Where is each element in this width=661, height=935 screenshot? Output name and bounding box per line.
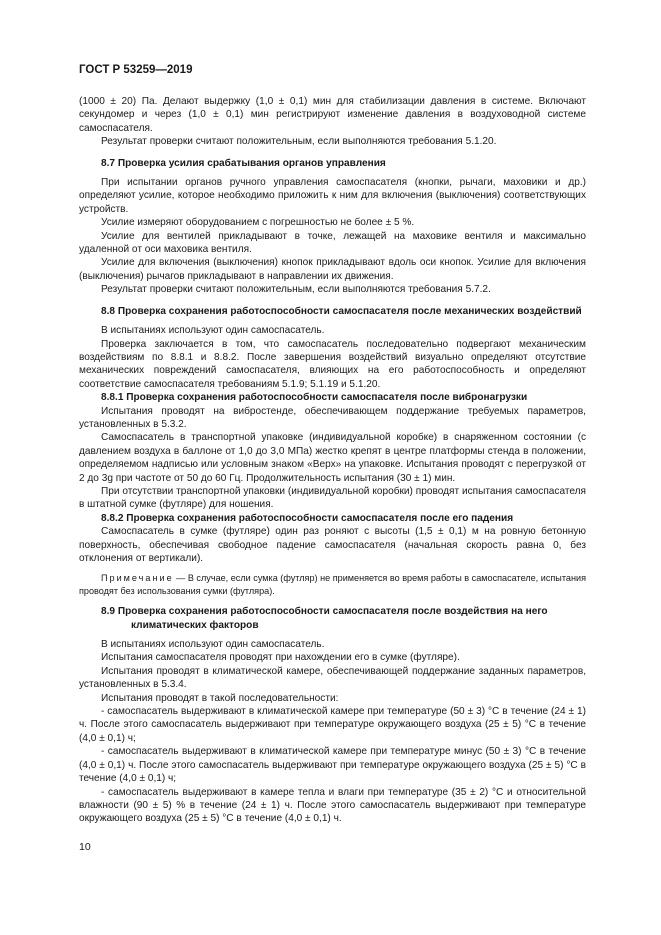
paragraph: Проверка заключается в том, что самоспасатель последовательно подвергают механическим воздействиям по 8.8.1 и 8.8.2. После завершения воздействий визуально определяют отсутствие механических повреждений самоспасателя, влияющих на его работоспособность и определяют соответствие самоспасателя требованиям 5.1.9; 5.1.19 и 5.1.20. (79, 338, 586, 390)
paragraph: Результат проверки считают положительным, если выполняются требования 5.1.20. (101, 136, 497, 148)
paragraph: (1000 ± 20) Па. Делают выдержку (1,0 ± 0,1) мин для стабилизации давления в системе. Включают секундомер и через (1,0 ± 0,1) мин регистрируют изменение давления в воздуховодной системе самоспасателя. (79, 96, 586, 134)
section-heading-8-8 (79, 305, 586, 318)
paragraph: Испытания проводят в климатической камере, обеспечивающей поддержание заданных параметров, установленных в 5.3.4. (79, 665, 586, 691)
paragraph: Результат проверки считают положительным, если выполняются требования 5.7.2. (101, 284, 491, 296)
paragraph: При отсутствии транспортной упаковки (индивидуальной коробки) проводят испытания самоспасателя в штатной сумке (футляре) для ношения. (79, 485, 586, 511)
section-number: 8.8 (101, 305, 116, 317)
note-label: Примечание (101, 573, 174, 584)
document-body (79, 95, 586, 826)
list-item: - самоспасатель выдерживают в климатической камере при температуре минус (50 ± 3) °С в течение (4,0 ± 0,1) ч. После этого самоспасатель выдерживают при температуре окружающего воздуха (25 ± 5) °С в течение (4,0 ± 0,1) ч; (79, 746, 586, 785)
paragraph: Испытания проводят в такой последовательности: (101, 692, 339, 704)
paragraph: Усилие для вентилей прикладывают в точке, лежащей на маховике вентиля и максимально удаленной от оси маховика вентиля. (79, 230, 586, 256)
paragraph: Испытания проводят на вибростенде, обеспечивающем поддержание требуемых параметров, установленных в 5.3.2. (79, 405, 586, 430)
list-item: - самоспасатель выдерживают в климатической камере при температуре (50 ± 3) °С в течение (24 ± 1) ч. После этого самоспасатель выдерживают при температуре окружающего воздуха (25 ± 5) °С в течение (4,0 ± 0,1) ч; (79, 706, 586, 744)
section-title: Проверка сохранения работоспособности самоспасателя после воздействия на него климатических факторов (117, 606, 548, 631)
paragraph: Усилие для включения (выключения) кнопок прикладывают вдоль оси кнопок. Усилие для включения (выключения) рычагов прикладывают в направлении их движения. (79, 257, 586, 282)
section-title: Проверка сохранения работоспособности самоспасателя после механических воздействий (117, 305, 582, 317)
section-heading-8-8-2: 8.8.2 Проверка сохранения работоспособности самоспасателя после его падения (101, 512, 514, 524)
note (79, 572, 586, 597)
section-heading-8-8-1: 8.8.1 Проверка сохранения работоспособности самоспасателя после вибронагрузки (101, 392, 528, 404)
paragraph: Самоспасатель в транспортной упаковке (индивидуальной коробке) в снаряженном состоянии (с давлением воздуха в баллоне от 1,0 до 3,0 МПа) жестко крепят в центре платформы стенда в положении, определяемом надписью или условным знаком «Верх» на упаковке. Испытания проводят с перегрузкой от 2 до 3g при частоте от 50 до 60 Гц. Продолжительность испытания (30 ± 1) мин. (79, 432, 586, 484)
paragraph: В испытаниях используют один самоспасатель. (101, 325, 325, 337)
section-heading-8-9 (79, 605, 586, 632)
paragraph: В испытаниях используют один самоспасатель. (101, 639, 325, 651)
list-item: - самоспасатель выдерживают в камере тепла и влаги при температуре (35 ± 2) °С и относительной влажности (90 ± 5) % в течение (24 ± 1) ч. После этого самоспасатель выдерживают при температуре окружающего воздуха (25 ± 5) °С в течение (4,0 ± 0,1) ч. (79, 786, 586, 825)
document-header: ГОСТ Р 53259—2019 (79, 64, 193, 76)
section-heading-8-7: 8.7 Проверка усилия срабатывания органов управления (101, 157, 386, 169)
paragraph: При испытании органов ручного управления самоспасателя (кнопки, рычаги, маховики и др.) определяют усилие, которое необходимо приложить к ним для включения (выключения) соответствующих устройств. (79, 177, 586, 215)
section-number: 8.9 (101, 606, 116, 618)
note-text: — В случае, если сумка (футляр) не применяется во время работы в самоспасателе, испытания проводят без использования сумки (футляра). (79, 573, 586, 596)
paragraph: Самоспасатель в сумке (футляре) один раз роняют с высоты (1,5 ± 0,1) м на ровную бетонную поверхность, обеспечивая свободное падение самоспасателя (начальная скорость равна 0, без отклонения от вертикали). (79, 526, 586, 564)
paragraph: Испытания самоспасателя проводят при нахождении его в сумке (футляре). (101, 652, 460, 664)
page-number: 10 (79, 841, 91, 853)
paragraph: Усилие измеряют оборудованием с погрешностью не более ± 5 %. (101, 217, 415, 229)
